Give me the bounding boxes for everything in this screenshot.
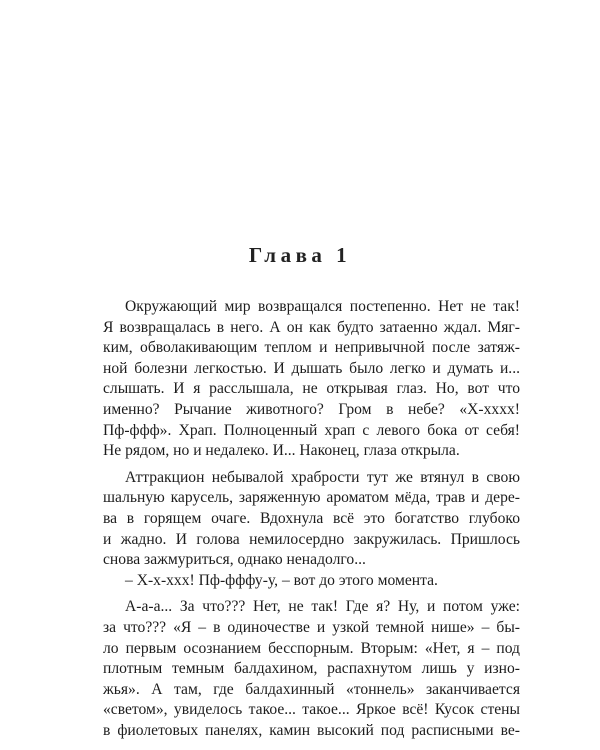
paragraph-line: Окружающий мир возвращался постепенно. Нет не так! xyxy=(125,298,520,315)
paragraph-line: Я возвращалась в него. А он как будто затаенно ждал. Мяг- xyxy=(103,318,520,336)
chapter-body xyxy=(103,297,520,741)
paragraph-line: ной болезни легкостью. И дышать было легко и думать и... xyxy=(103,359,520,377)
paragraph-line: Не рядом, но и недалеко. И... Наконец, глаза открыла. xyxy=(103,442,460,460)
paragraph-line: Аттракцион небывалой храбрости тут же втянул в свою xyxy=(125,468,520,486)
paragraph-line: именно? Рычание животного? Гром в небе? «Х-хххх! xyxy=(103,400,520,418)
paragraph-line: ким, обволакивающим теплом и непривычной после затяж- xyxy=(103,339,520,357)
paragraph-line: Пф-ффф». Храп. Полноценный храп с левого бока от себя! xyxy=(103,421,520,439)
paragraph-line: А-а-а... За что??? Нет, не так! Где я? Ну, и потом уже: xyxy=(125,598,520,616)
paragraph-line: и жадно. И голова немилосердно закружилась. Пришлось xyxy=(103,530,520,548)
paragraph-line: ва в горящем очаге. Вдохнула всё это богатство глубоко xyxy=(103,509,520,527)
paragraph-line: – Х-х-ххх! Пф-фффу-у, – вот до этого момента. xyxy=(125,571,438,589)
paragraph-line: шальную карусель, заряженную ароматом мёда, трав и дере- xyxy=(103,489,520,507)
paragraph-line: снова зажмуриться, однако ненадолго... xyxy=(103,551,366,569)
paragraph-line: ло первым осознанием бесспорным. Вторым: «Нет, я – под xyxy=(103,639,520,657)
paragraph-line: плотным темным балдахином, распахнутом лишь у изно- xyxy=(103,660,520,678)
paragraph-line: слышать. И я расслышала, не открывая глаз. Но, вот что xyxy=(103,380,520,398)
paragraph-line: «светом», увиделось такое... такое... Яркое всё! Кусок стены xyxy=(103,701,520,719)
paragraph-line: за что??? «Я – в одиночестве и узкой темной нише» – бы- xyxy=(103,618,520,636)
paragraph-line: жья». А там, где балдахинный «тоннель» заканчивается xyxy=(103,680,520,698)
paragraph-line: в фиолетовых панелях, камин высокий под расписными ве- xyxy=(103,721,520,739)
chapter-title: Глава 1 xyxy=(248,243,352,267)
